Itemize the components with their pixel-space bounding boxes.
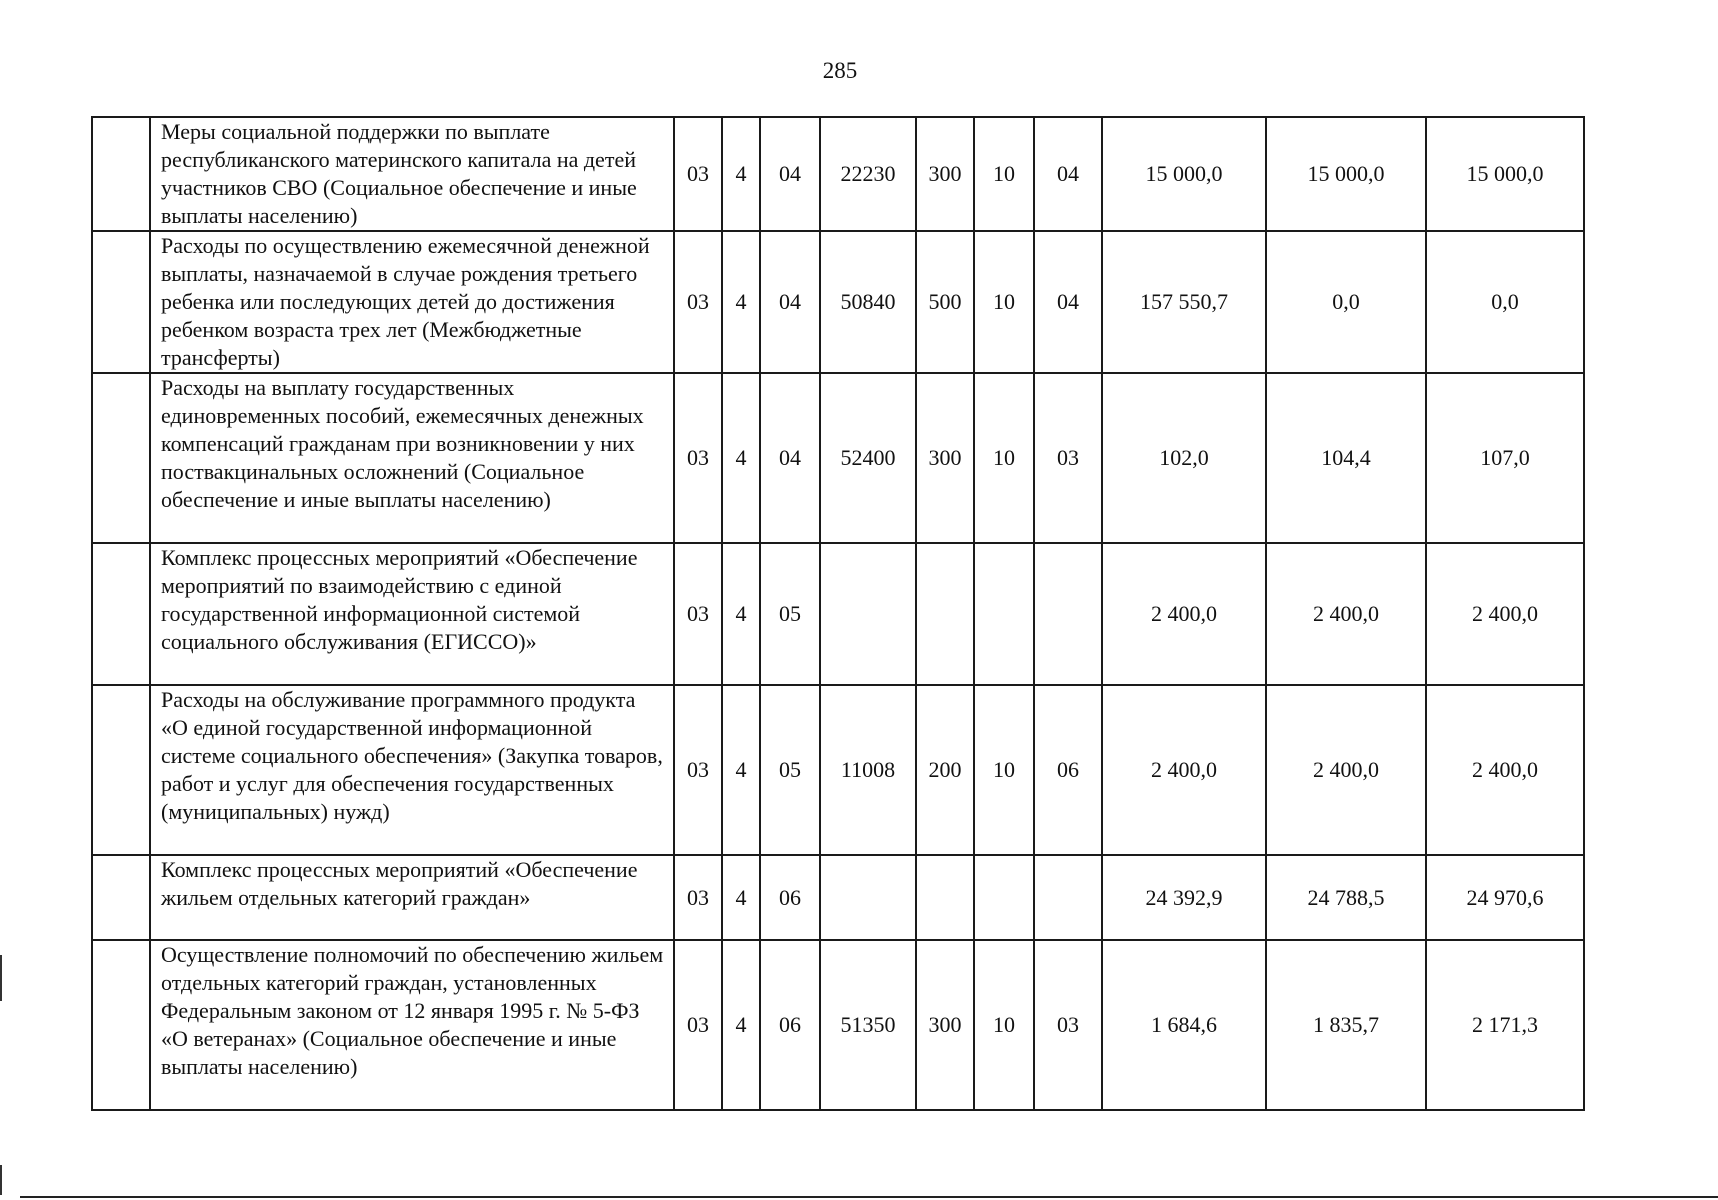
code-gp: 03 bbox=[674, 373, 722, 543]
code-expense-type: 300 bbox=[916, 117, 974, 231]
amount-year-2: 0,0 bbox=[1266, 231, 1426, 373]
row-index-cell bbox=[92, 855, 150, 940]
amount-year-3: 24 970,6 bbox=[1426, 855, 1584, 940]
code-direction: 52400 bbox=[820, 373, 916, 543]
code-struct: 06 bbox=[760, 855, 820, 940]
table-row bbox=[92, 373, 1584, 543]
code-struct: 04 bbox=[760, 231, 820, 373]
code-expense-type: 300 bbox=[916, 373, 974, 543]
code-subsection: 03 bbox=[1034, 940, 1102, 1110]
code-expense-type bbox=[916, 543, 974, 685]
row-description: Комплекс процессных мероприятий «Обеспечение жильем отдельных категорий граждан» bbox=[150, 855, 674, 940]
margin-mark bbox=[0, 955, 2, 1001]
code-section bbox=[974, 543, 1034, 685]
code-expense-type: 500 bbox=[916, 231, 974, 373]
table-row bbox=[92, 685, 1584, 855]
code-sub: 4 bbox=[722, 543, 760, 685]
row-index-cell bbox=[92, 231, 150, 373]
code-gp: 03 bbox=[674, 685, 722, 855]
row-index-cell bbox=[92, 685, 150, 855]
table-row bbox=[92, 231, 1584, 373]
amount-year-1: 2 400,0 bbox=[1102, 685, 1266, 855]
code-expense-type: 200 bbox=[916, 685, 974, 855]
code-direction: 50840 bbox=[820, 231, 916, 373]
margin-mark bbox=[0, 1165, 2, 1195]
budget-table bbox=[91, 116, 1585, 1111]
code-sub: 4 bbox=[722, 231, 760, 373]
row-description: Осуществление полномочий по обеспечению жильем отдельных категорий граждан, установленных Федеральным законом от 12 января 1995 г. № 5-ФЗ «О ветеранах» (Социальное обеспечение и иные выплаты населению) bbox=[150, 940, 674, 1110]
row-description: Комплекс процессных мероприятий «Обеспечение мероприятий по взаимодействию с единой государственной информационной системой социального обслуживания (ЕГИССО)» bbox=[150, 543, 674, 685]
table-row bbox=[92, 855, 1584, 940]
code-direction: 22230 bbox=[820, 117, 916, 231]
code-expense-type bbox=[916, 855, 974, 940]
code-direction bbox=[820, 855, 916, 940]
page-number: 285 bbox=[822, 58, 858, 83]
code-struct: 05 bbox=[760, 543, 820, 685]
amount-year-2: 1 835,7 bbox=[1266, 940, 1426, 1110]
code-gp: 03 bbox=[674, 231, 722, 373]
code-sub: 4 bbox=[722, 685, 760, 855]
table-body bbox=[92, 117, 1584, 1110]
code-subsection: 04 bbox=[1034, 117, 1102, 231]
table-row bbox=[92, 543, 1584, 685]
code-section: 10 bbox=[974, 373, 1034, 543]
code-struct: 05 bbox=[760, 685, 820, 855]
code-subsection bbox=[1034, 855, 1102, 940]
code-section: 10 bbox=[974, 231, 1034, 373]
amount-year-2: 2 400,0 bbox=[1266, 543, 1426, 685]
code-subsection bbox=[1034, 543, 1102, 685]
amount-year-3: 2 171,3 bbox=[1426, 940, 1584, 1110]
amount-year-3: 15 000,0 bbox=[1426, 117, 1584, 231]
amount-year-1: 2 400,0 bbox=[1102, 543, 1266, 685]
row-description: Расходы на обслуживание программного продукта «О единой государственной информационной системе социального обеспечения» (Закупка товаров, работ и услуг для обеспечения государственных (муниципальных) нужд) bbox=[150, 685, 674, 855]
row-index-cell bbox=[92, 117, 150, 231]
amount-year-1: 157 550,7 bbox=[1102, 231, 1266, 373]
bottom-rule bbox=[20, 1196, 1718, 1198]
code-section: 10 bbox=[974, 685, 1034, 855]
code-section: 10 bbox=[974, 940, 1034, 1110]
code-gp: 03 bbox=[674, 855, 722, 940]
amount-year-2: 24 788,5 bbox=[1266, 855, 1426, 940]
code-expense-type: 300 bbox=[916, 940, 974, 1110]
amount-year-3: 2 400,0 bbox=[1426, 685, 1584, 855]
code-subsection: 06 bbox=[1034, 685, 1102, 855]
amount-year-1: 102,0 bbox=[1102, 373, 1266, 543]
row-description: Расходы по осуществлению ежемесячной денежной выплаты, назначаемой в случае рождения третьего ребенка или последующих детей до достижения ребенком возраста трех лет (Межбюджетные трансферты) bbox=[150, 231, 674, 373]
amount-year-1: 15 000,0 bbox=[1102, 117, 1266, 231]
code-gp: 03 bbox=[674, 543, 722, 685]
code-section bbox=[974, 855, 1034, 940]
row-index-cell bbox=[92, 373, 150, 543]
code-direction: 51350 bbox=[820, 940, 916, 1110]
table-row bbox=[92, 940, 1584, 1110]
code-sub: 4 bbox=[722, 373, 760, 543]
table-row bbox=[92, 117, 1584, 231]
amount-year-3: 107,0 bbox=[1426, 373, 1584, 543]
row-index-cell bbox=[92, 543, 150, 685]
code-gp: 03 bbox=[674, 940, 722, 1110]
code-sub: 4 bbox=[722, 855, 760, 940]
code-struct: 06 bbox=[760, 940, 820, 1110]
amount-year-3: 0,0 bbox=[1426, 231, 1584, 373]
amount-year-1: 24 392,9 bbox=[1102, 855, 1266, 940]
code-direction bbox=[820, 543, 916, 685]
amount-year-2: 15 000,0 bbox=[1266, 117, 1426, 231]
code-sub: 4 bbox=[722, 117, 760, 231]
amount-year-1: 1 684,6 bbox=[1102, 940, 1266, 1110]
code-sub: 4 bbox=[722, 940, 760, 1110]
code-subsection: 03 bbox=[1034, 373, 1102, 543]
code-section: 10 bbox=[974, 117, 1034, 231]
code-struct: 04 bbox=[760, 373, 820, 543]
code-direction: 11008 bbox=[820, 685, 916, 855]
amount-year-2: 104,4 bbox=[1266, 373, 1426, 543]
code-struct: 04 bbox=[760, 117, 820, 231]
row-description: Расходы на выплату государственных единовременных пособий, ежемесячных денежных компенсаций гражданам при возникновении у них поствакцинальных осложнений (Социальное обеспечение и иные выплаты населению) bbox=[150, 373, 674, 543]
row-description: Меры социальной поддержки по выплате республиканского материнского капитала на детей участников СВО (Социальное обеспечение и иные выплаты населению) bbox=[150, 117, 674, 231]
row-index-cell bbox=[92, 940, 150, 1110]
amount-year-3: 2 400,0 bbox=[1426, 543, 1584, 685]
amount-year-2: 2 400,0 bbox=[1266, 685, 1426, 855]
code-gp: 03 bbox=[674, 117, 722, 231]
code-subsection: 04 bbox=[1034, 231, 1102, 373]
